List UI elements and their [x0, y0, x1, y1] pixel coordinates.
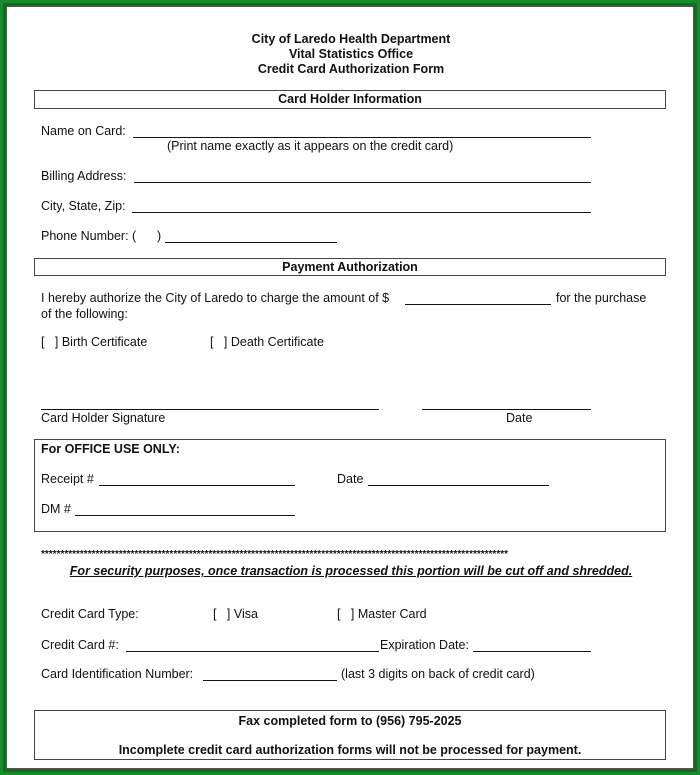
billing-address-field[interactable] — [134, 182, 591, 183]
signature-date-label: Date — [506, 411, 533, 425]
authorization-text: I hereby authorize the City of Laredo to charge the amount of $ — [41, 291, 390, 305]
receipt-label: Receipt # — [41, 472, 94, 486]
signature-date-field[interactable] — [422, 409, 591, 410]
name-on-card-field[interactable] — [133, 137, 591, 138]
header-office: Vital Statistics Office — [288, 47, 414, 61]
signature-field[interactable] — [41, 409, 379, 410]
city-state-zip-label: City, State, Zip: — [41, 199, 126, 213]
signature-label: Card Holder Signature — [41, 411, 166, 425]
cin-field[interactable] — [203, 680, 337, 681]
card-number-field[interactable] — [126, 651, 379, 652]
visa-checkbox[interactable]: [ ] Visa — [213, 607, 258, 621]
payment-section-header — [34, 258, 666, 276]
cutoff-stars-divider: ************************************************************************************************************************ — [41, 549, 508, 560]
authorization-text-following: of the following: — [41, 307, 128, 321]
mastercard-checkbox[interactable]: [ ] Master Card — [337, 607, 427, 621]
phone-number-label: Phone Number: ( ) — [41, 229, 162, 243]
cin-hint: (last 3 digits on back of credit card) — [341, 667, 535, 681]
security-notice: For security purposes, once transaction is processed this portion will be cut off and shredded. — [69, 564, 633, 578]
amount-field[interactable] — [405, 304, 551, 305]
header-form-title: Credit Card Authorization Form — [257, 62, 445, 76]
card-number-label: Credit Card #: — [41, 638, 119, 652]
office-date-field[interactable] — [368, 485, 549, 486]
death-certificate-checkbox[interactable]: [ ] Death Certificate — [210, 335, 324, 349]
office-use-title: For OFFICE USE ONLY: — [41, 442, 180, 456]
billing-address-label: Billing Address: — [41, 169, 127, 183]
header-department: City of Laredo Health Department — [251, 32, 451, 46]
form-page — [6, 6, 694, 769]
office-date-label: Date — [337, 472, 364, 486]
cin-label: Card Identification Number: — [41, 667, 194, 681]
expiration-date-label: Expiration Date: — [380, 638, 469, 652]
incomplete-form-warning: Incomplete credit card authorization forms will not be processed for payment. — [118, 743, 582, 757]
name-on-card-label: Name on Card: — [41, 124, 126, 138]
authorization-text-purchase: for the purchase — [556, 291, 647, 305]
city-state-zip-field[interactable] — [132, 212, 591, 213]
card-holder-section-header — [34, 90, 666, 109]
receipt-field[interactable] — [99, 485, 295, 486]
name-on-card-hint: (Print name exactly as it appears on the credit card) — [167, 139, 454, 153]
payment-section-title: Payment Authorization — [282, 260, 418, 274]
expiration-date-field[interactable] — [473, 651, 591, 652]
birth-certificate-checkbox[interactable]: [ ] Birth Certificate — [41, 335, 148, 349]
dm-field[interactable] — [75, 515, 295, 516]
fax-instruction: Fax completed form to (956) 795-2025 — [238, 714, 462, 728]
phone-number-field[interactable] — [165, 242, 337, 243]
card-type-label: Credit Card Type: — [41, 607, 139, 621]
card-holder-section-title: Card Holder Information — [278, 92, 422, 106]
dm-label: DM # — [41, 502, 71, 516]
